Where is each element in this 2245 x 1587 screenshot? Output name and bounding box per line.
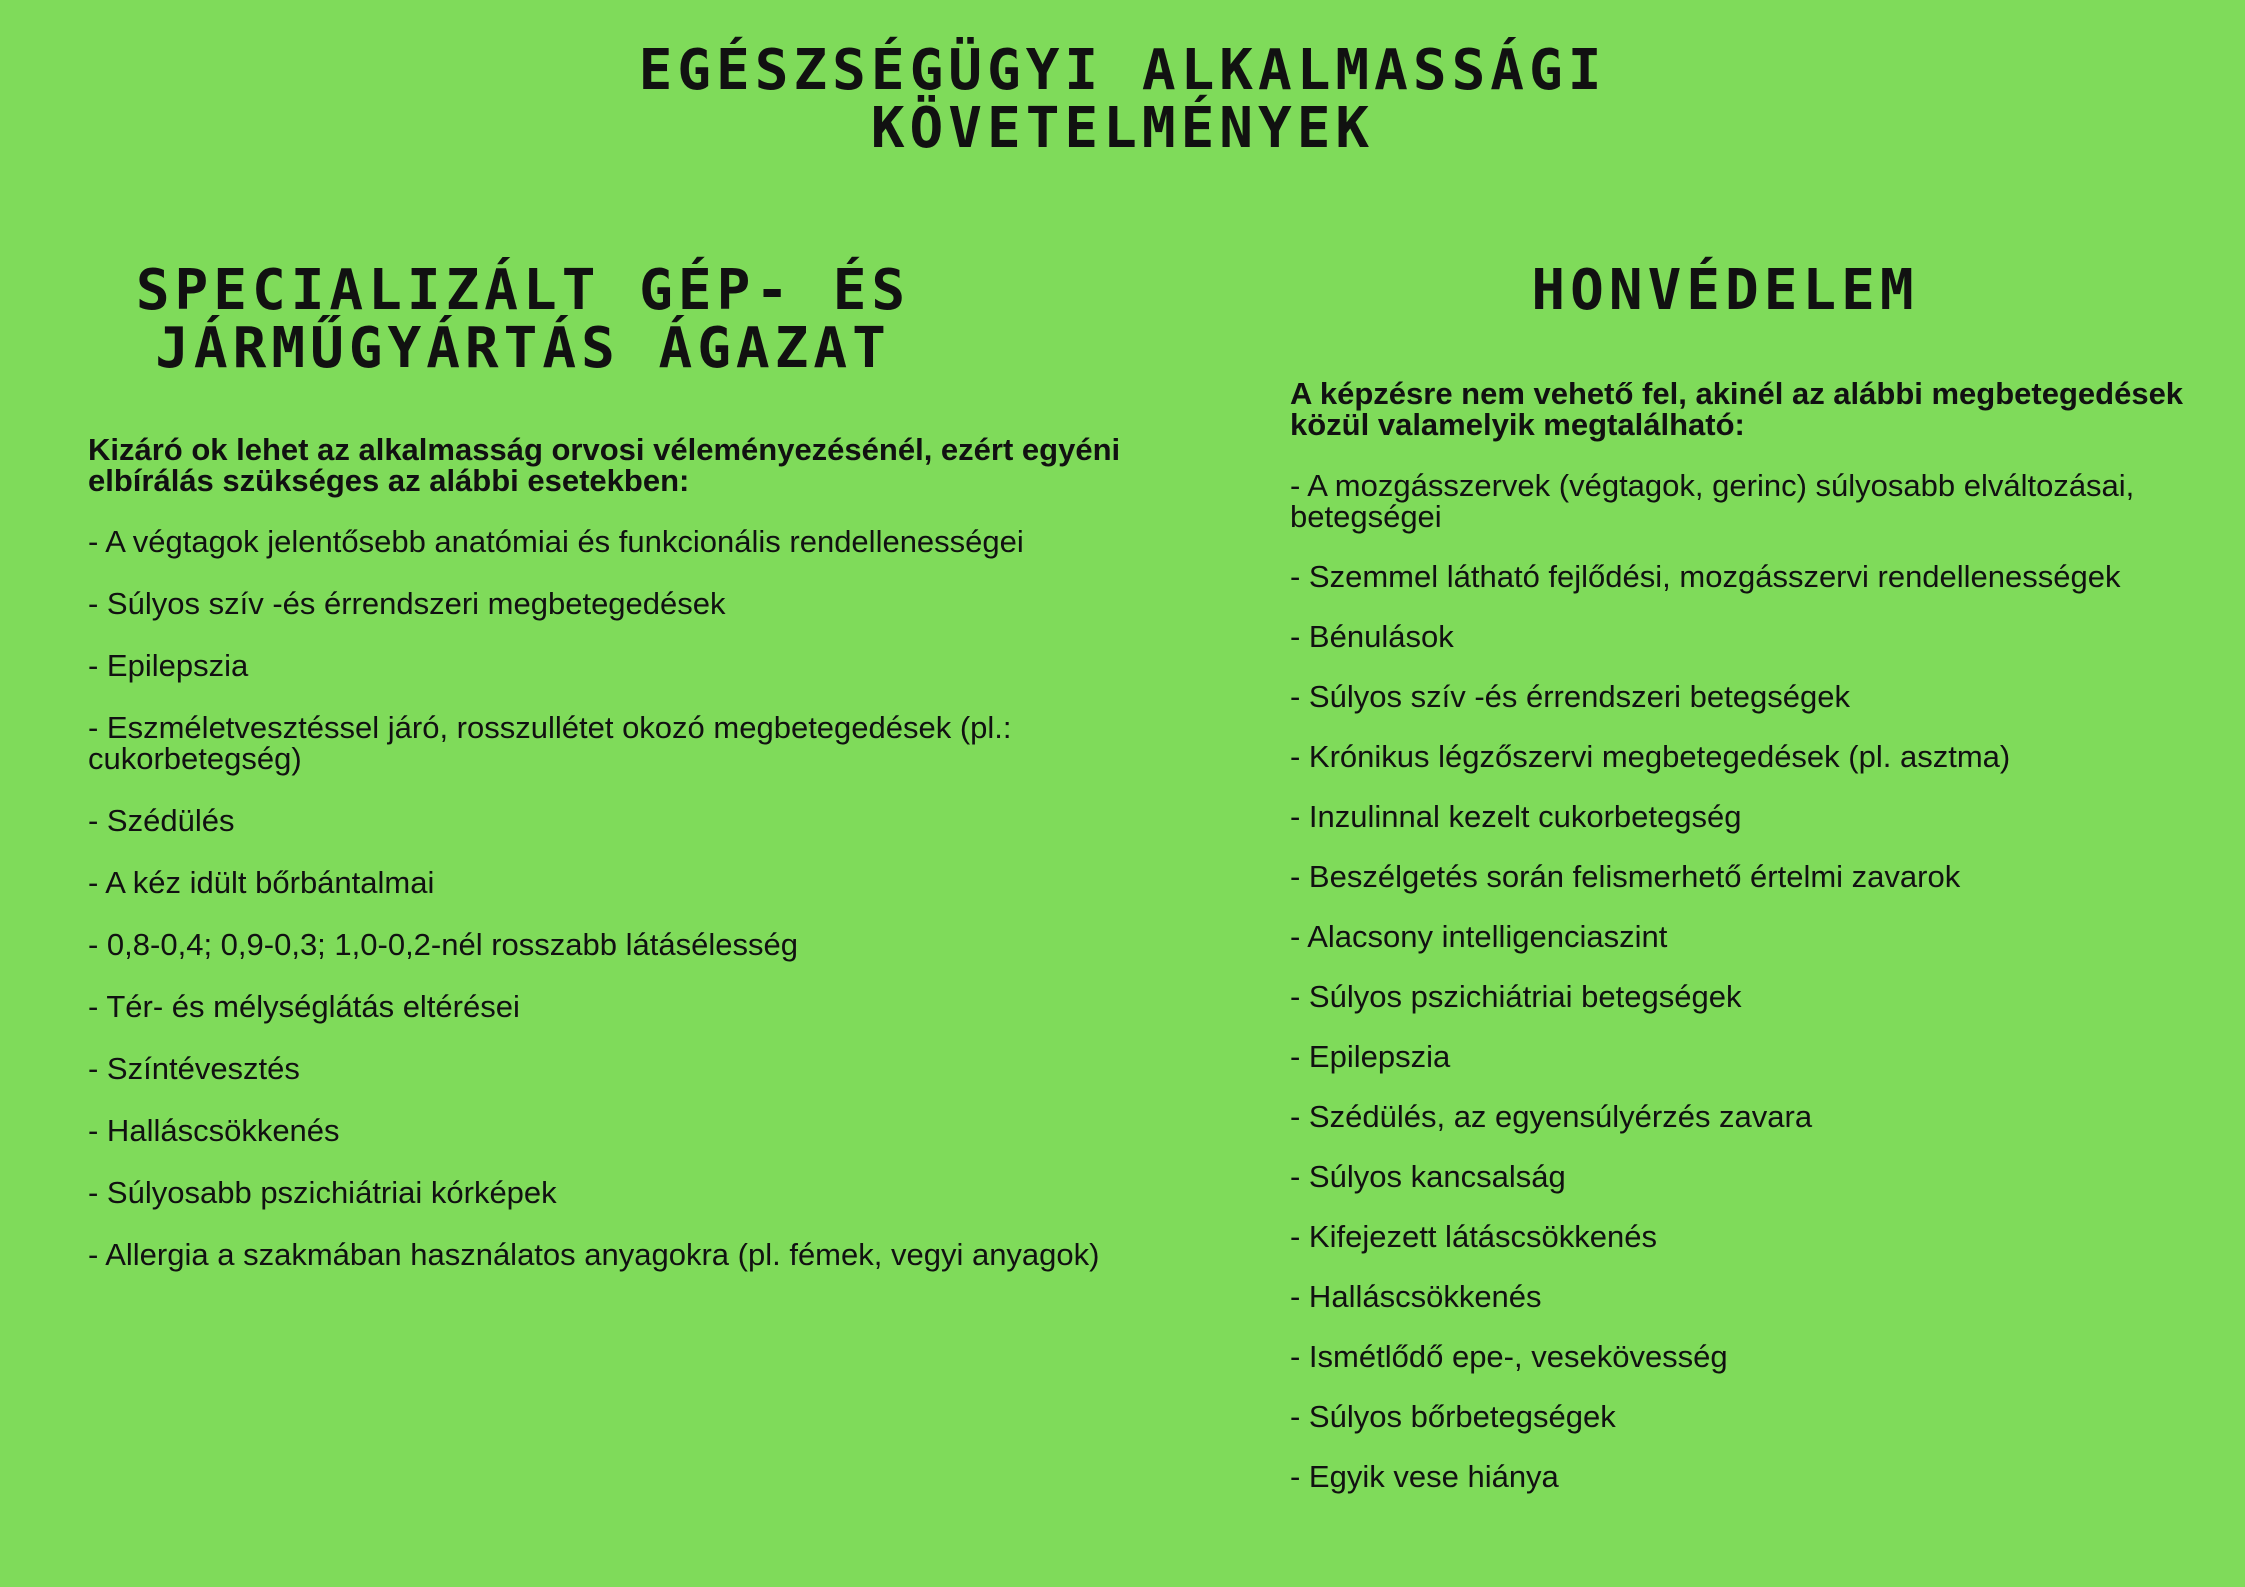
list-item: - Ismétlődő epe-, vesekövesség <box>1290 1339 1728 1374</box>
list-item: - Súlyos szív -és érrendszeri betegségek <box>1290 679 1850 714</box>
left-intro: Kizáró ok lehet az alkalmasság orvosi véleményezésénél, ezért egyéni elbírálás szükséges az alábbi esetekben: <box>88 432 1121 498</box>
left-column-heading <box>88 258 958 381</box>
list-item: - Halláscsökkenés <box>88 1113 340 1148</box>
list-item: - Súlyos pszichiátriai betegségek <box>1290 979 1742 1014</box>
list-item: - Szemmel látható fejlődési, mozgásszervi rendellenességek <box>1290 559 2121 594</box>
list-item: - Bénulások <box>1290 619 1454 654</box>
list-item: - Epilepszia <box>1290 1039 1451 1074</box>
list-item: - Kifejezett látáscsökkenés <box>1290 1219 1658 1254</box>
right-column <box>1290 258 2190 1521</box>
left-column <box>88 258 1218 1301</box>
page-title <box>0 38 2245 161</box>
list-item: - Alacsony intelligenciaszint <box>1290 919 1668 954</box>
right-list <box>1290 470 2190 1492</box>
list-item: - Halláscsökkenés <box>1290 1279 1542 1314</box>
list-item: - 0,8-0,4; 0,9-0,3; 1,0-0,2-nél rosszabb látásélesség <box>88 927 798 962</box>
list-item: - Súlyos kancsalság <box>1290 1159 1566 1194</box>
list-item: - Szédülés <box>88 803 235 838</box>
left-heading-line-2: JÁRMŰGYÁRTÁS ÁGAZAT <box>155 316 891 381</box>
list-item: - Súlyos bőrbetegségek <box>1290 1399 1616 1434</box>
list-item: - Epilepszia <box>88 648 249 683</box>
list-item: - A mozgásszervek (végtagok, gerinc) súlyosabb elváltozásai, betegségei <box>1290 468 2135 534</box>
list-item: - Egyik vese hiánya <box>1290 1459 1559 1494</box>
list-item: - Súlyos szív -és érrendszeri megbetegedések <box>88 586 726 621</box>
list-item: - Inzulinnal kezelt cukorbetegség <box>1290 799 1742 834</box>
list-item: - Súlyosabb pszichiátriai kórképek <box>88 1175 557 1210</box>
right-column-heading: HONVÉDELEM <box>1531 258 1919 323</box>
list-item: - Eszméletvesztéssel járó, rosszullétet okozó megbetegedések (pl.: cukorbetegség) <box>88 710 1012 776</box>
list-item: - Allergia a szakmában használatos anyagokra (pl. fémek, vegyi anyagok) <box>88 1237 1100 1272</box>
list-item: - Szédülés, az egyensúlyérzés zavara <box>1290 1099 1813 1134</box>
page-title-line-2: KÖVETELMÉNYEK <box>870 96 1375 161</box>
list-item: - Krónikus légzőszervi megbetegedések (pl. asztma) <box>1290 739 2011 774</box>
list-item: - Színtévesztés <box>88 1051 300 1086</box>
page-title-line-1: EGÉSZSÉGÜGYI ALKALMASSÁGI <box>638 38 1607 103</box>
list-item: - Tér- és mélységlátás eltérései <box>88 989 520 1024</box>
left-list <box>88 526 1218 1270</box>
right-intro: A képzésre nem vehető fel, akinél az alábbi megbetegedések közül valamelyik megtalálható: <box>1290 376 2184 442</box>
left-heading-line-1: SPECIALIZÁLT GÉP- ÉS <box>135 258 911 323</box>
list-item: - Beszélgetés során felismerhető értelmi zavarok <box>1290 859 1961 894</box>
list-item: - A kéz idült bőrbántalmai <box>88 865 435 900</box>
list-item: - A végtagok jelentősebb anatómiai és funkcionális rendellenességei <box>88 524 1024 559</box>
